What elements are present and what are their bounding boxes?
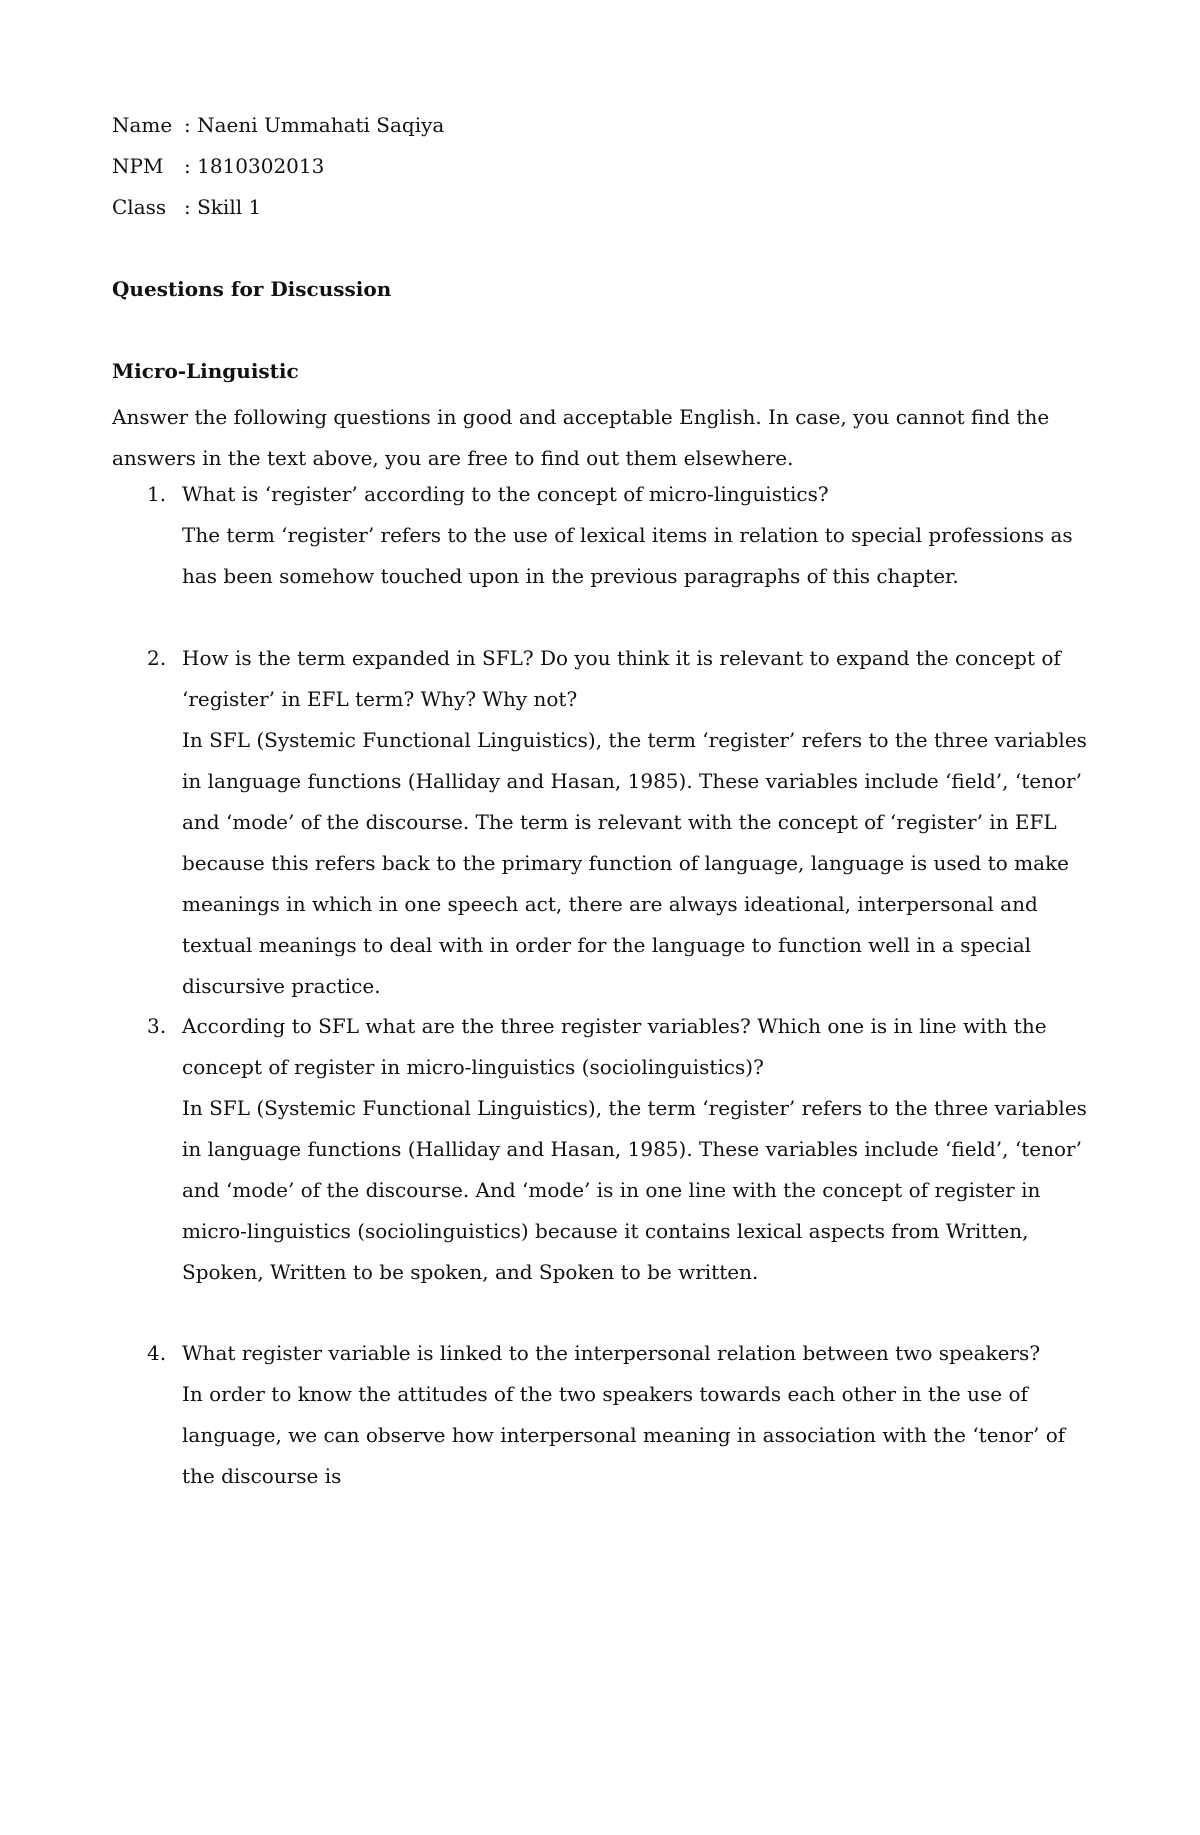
question-number: 4. [147,1341,167,1365]
question-text: What is ‘register’ according to the concept of micro-linguistics? [182,482,829,506]
class-value: : Skill 1 [184,195,262,219]
npm-value: : 1810302013 [184,154,325,178]
class-row [112,195,261,219]
answer-text: In SFL (Systemic Functional Linguistics), the term ‘register’ refers to the three variables in language functions (Halliday and Hasan, 1985). These variables include ‘field’, ‘tenor’ and ‘mode’ of the discourse. The term is relevant with the concept of ‘register’ in EFL because this refers back to the primary function of language, language is used to make meanings in which in one speech act, there are always ideational, interpersonal and textual meanings to deal with in order for the language to function well in a special discursive practice. [182,728,1087,998]
question-text: According to SFL what are the three register variables? Which one is in line with the concept of register in micro-linguistics (sociolinguistics)? [182,1014,1047,1079]
answer-text: In SFL (Systemic Functional Linguistics), the term ‘register’ refers to the three variables in language functions (Halliday and Hasan, 1985). These variables include ‘field’, ‘tenor’ and ‘mode’ of the discourse. And ‘mode’ is in one line with the concept of register in micro-linguistics (sociolinguistics) because it contains lexical aspects from Written, Spoken, Written to be spoken, and Spoken to be written. [182,1096,1087,1284]
question-text: How is the term expanded in SFL? Do you think it is relevant to expand the concept of ‘register’ in EFL term? Why? Why not? [182,646,1061,711]
subsection-title: Micro-Linguistic [112,359,299,383]
question-number: 2. [147,646,167,670]
npm-row [112,154,324,178]
answer-text: The term ‘register’ refers to the use of lexical items in relation to special professions as has been somehow touched upon in the previous paragraphs of this chapter. [182,523,1073,588]
intro-paragraph: Answer the following questions in good and acceptable English. In case, you cannot find the answers in the text above, you are free to find out them elsewhere. [112,405,1050,470]
class-label: Class [112,195,167,219]
question-number: 3. [147,1014,167,1038]
answer-text: In order to know the attitudes of the two speakers towards each other in the use of language, we can observe how interpersonal meaning in association with the ‘tenor’ of the discourse is [182,1382,1066,1488]
npm-label: NPM [112,154,164,178]
question-number: 1. [147,482,167,506]
name-row [112,113,444,137]
section-title: Questions for Discussion [112,277,392,301]
question-text: What register variable is linked to the interpersonal relation between two speakers? [182,1341,1041,1365]
name-label: Name [112,113,173,137]
name-value: : Naeni Ummahati Saqiya [184,113,445,137]
